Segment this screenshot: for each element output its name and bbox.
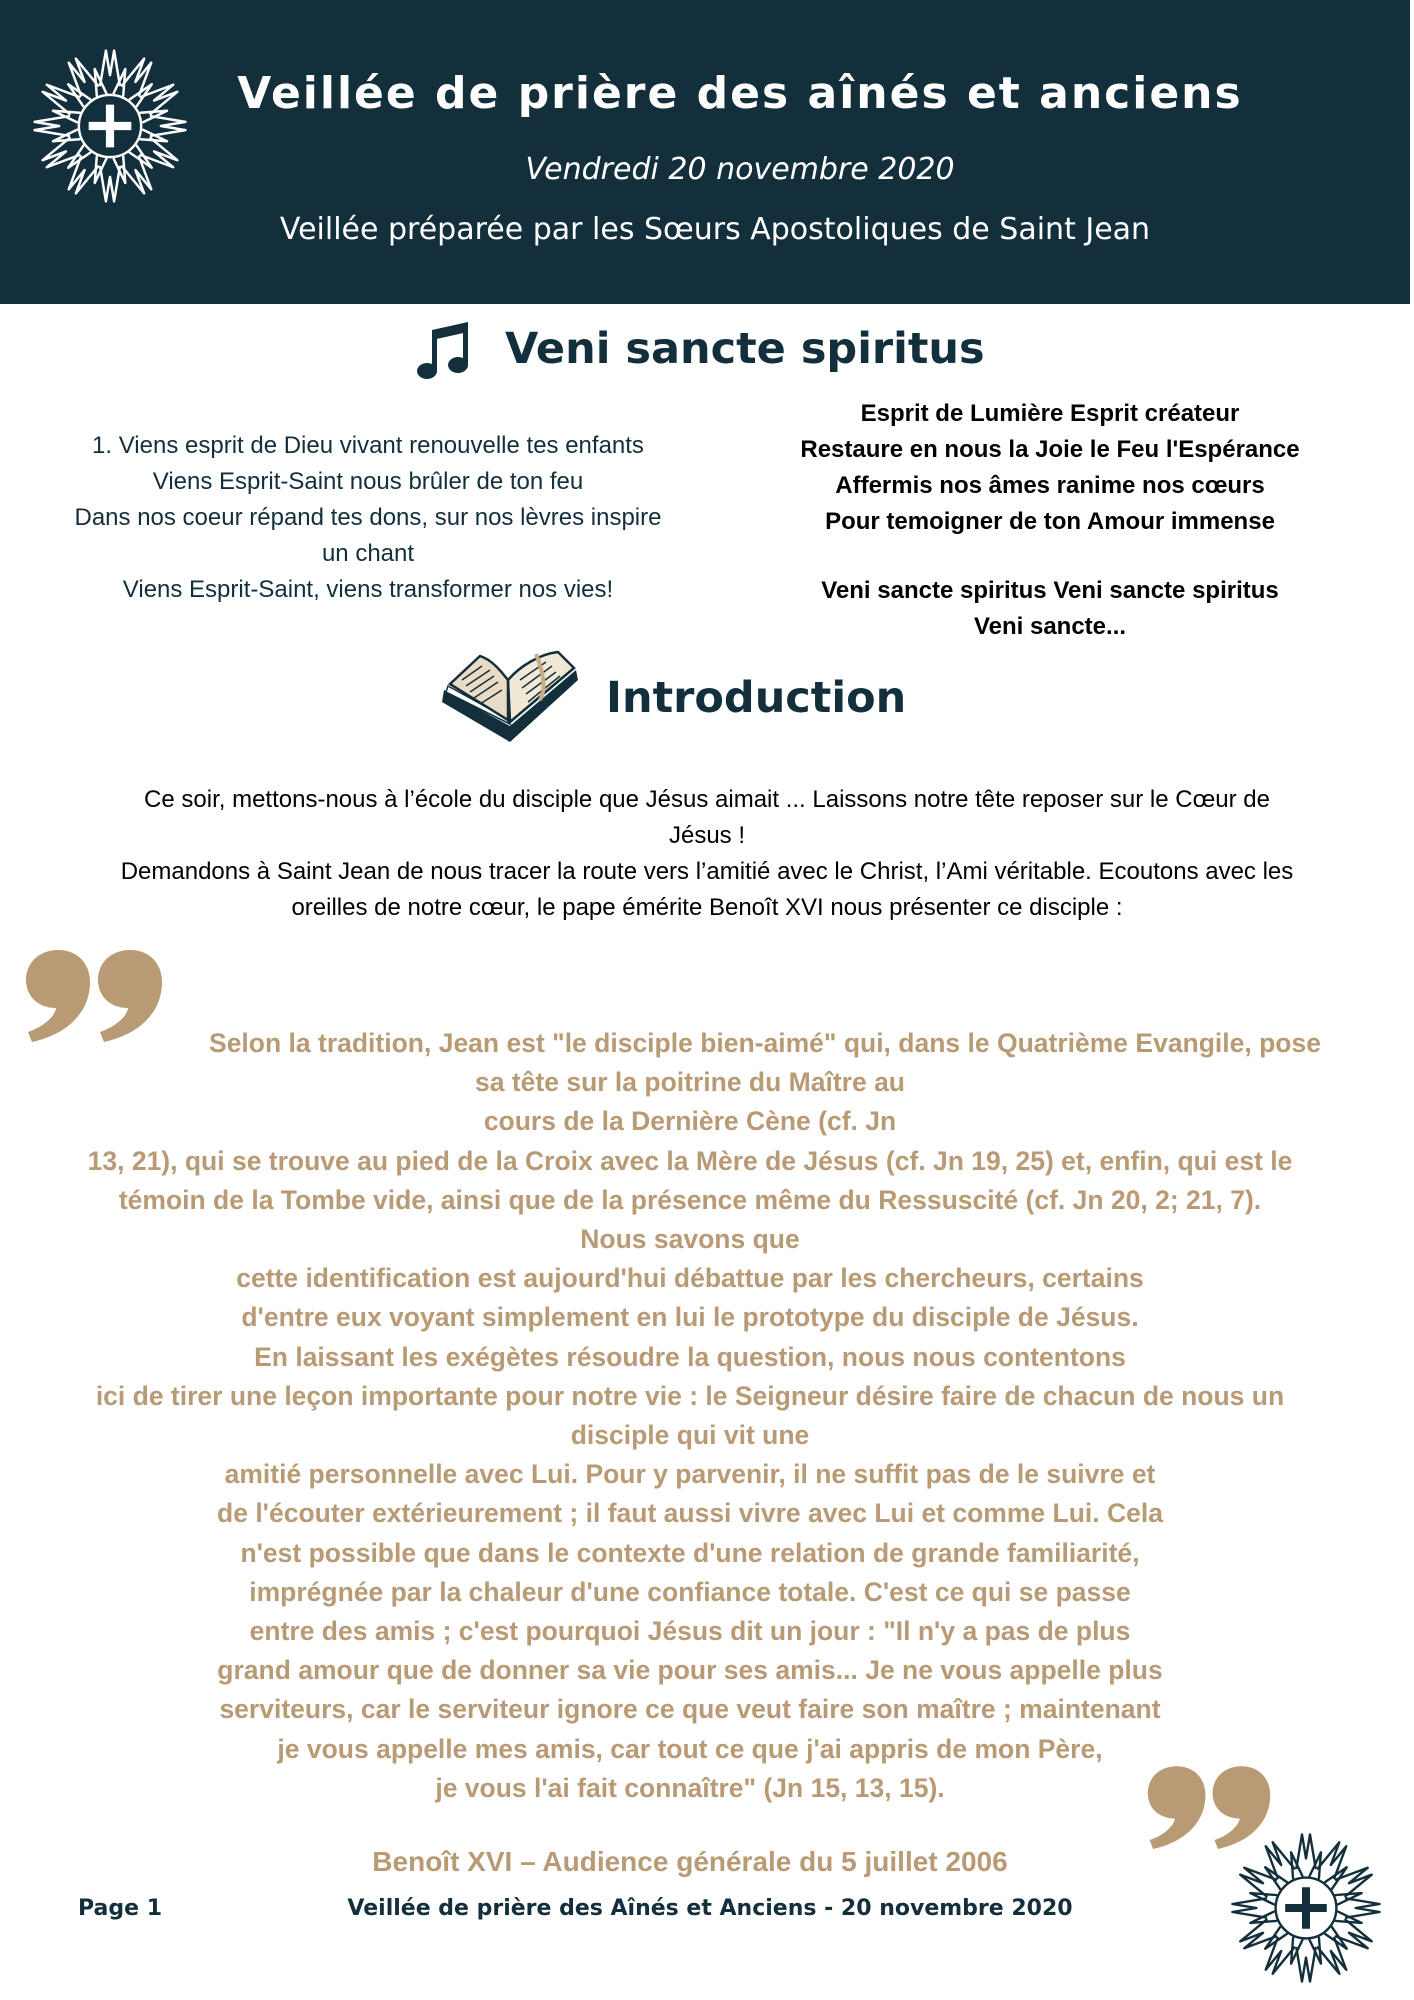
quote-line: En laissant les exégètes résoudre la question, nous nous contentons [254, 1341, 1126, 1372]
quote-line: grand amour que de donner sa vie pour ses amis... Je ne vous appelle plus [217, 1655, 1163, 1686]
refrain-line: Affermis nos âmes ranime nos cœurs [835, 472, 1265, 499]
quote-line: Nous savons que [580, 1224, 800, 1255]
quote-line: ici de tirer une leçon importante pour notre vie : le Seigneur désire faire de chacun de nous un [95, 1380, 1285, 1411]
verse-line: Viens Esprit-Saint, viens transformer nos vies! [122, 576, 614, 603]
chorus-line: Veni sancte spiritus Veni sancte spiritus [821, 577, 1279, 604]
song-verse [38, 428, 698, 608]
quote-line: 13, 21), qui se trouve au pied de la Croix avec la Mère de Jésus (cf. Jn 19, 25) et, enfin, qui est le [87, 1145, 1293, 1176]
quote-line: sa tête sur la poitrine du Maître au [475, 1067, 905, 1098]
event-subtitle: Veillée préparée par les Sœurs Apostoliques de Saint Jean [279, 212, 1151, 247]
page-number: Page 1 [78, 1896, 163, 1921]
quote-line: d'entre eux voyant simplement en lui le prototype du disciple de Jésus. [241, 1302, 1139, 1333]
quote-line: de l'écouter extérieurement ; il faut aussi vivre avec Lui et comme Lui. Cela [217, 1498, 1163, 1529]
quote-line: serviteurs, car le serviteur ignore ce que veut faire son maître ; maintenant [219, 1694, 1161, 1725]
quote-line: cette identification est aujourd'hui débattue par les chercheurs, certains [236, 1263, 1144, 1294]
quote-line: je vous l'ai fait connaître" (Jn 15, 13, 15). [435, 1772, 945, 1803]
footer-title: Veillée de prière des Aînés et Anciens - 20 novembre 2020 [347, 1896, 1073, 1921]
open-book-icon [440, 650, 580, 754]
event-date: Vendredi 20 novembre 2020 [525, 152, 955, 187]
header-banner [0, 0, 1410, 304]
introduction-heading: Introduction [606, 673, 907, 723]
refrain-line: Restaure en nous la Joie le Feu l'Espérance [800, 436, 1300, 463]
song-refrain [740, 396, 1360, 645]
verse-line: Viens Esprit-Saint nous brûler de ton feu [152, 468, 584, 495]
intro-line: Jésus ! [668, 822, 746, 849]
intro-line: oreilles de notre cœur, le pape émérite Benoît XVI nous présenter ce disciple : [291, 894, 1123, 921]
quote-line: je vous appelle mes amis, car tout ce que j'ai appris de mon Père, [277, 1733, 1103, 1764]
music-note-icon [416, 318, 472, 382]
quote-line: imprégnée par la chaleur d'une confiance totale. C'est ce qui se passe [249, 1576, 1131, 1607]
quote-line: cours de la Dernière Cène (cf. Jn [483, 1106, 897, 1137]
sunburst-cross-logo-icon [28, 44, 192, 208]
benedict-quote [30, 1024, 1350, 1808]
quote-line: entre des amis ; c'est pourquoi Jésus dit un jour : "Il n'y a pas de plus [249, 1616, 1131, 1647]
page-title: Veillée de prière des aînés et anciens [237, 68, 1243, 119]
intro-line: Ce soir, mettons-nous à l’école du disciple que Jésus aimait ... Laissons notre tête reposer sur le Cœur de [144, 786, 1270, 813]
quote-attribution: Benoît XVI – Audience générale du 5 juillet 2006 [372, 1846, 1008, 1877]
refrain-line: Esprit de Lumière Esprit créateur [860, 400, 1240, 427]
song-heading: Veni sancte spiritus [505, 324, 985, 374]
verse-line: un chant [321, 540, 415, 567]
chorus-line: Veni sancte... [973, 613, 1127, 640]
quote-line: Selon la tradition, Jean est "le disciple bien-aimé" qui, dans le Quatrième Evangile, pose [209, 1028, 1321, 1058]
intro-line: Demandons à Saint Jean de nous tracer la route vers l’amitié avec le Christ, l’Ami véritable. Ecoutons avec les [120, 858, 1294, 885]
refrain-line: Pour temoigner de ton Amour immense [825, 508, 1275, 535]
introduction-text [40, 782, 1374, 926]
verse-line: Dans nos coeur répand tes dons, sur nos lèvres inspire [74, 504, 662, 531]
quote-line: disciple qui vit une [570, 1420, 810, 1451]
verse-line: 1. Viens esprit de Dieu vivant renouvelle tes enfants [92, 432, 644, 459]
sunburst-cross-logo-icon [1226, 1828, 1386, 1988]
quote-line: n'est possible que dans le contexte d'une relation de grande familiarité, [240, 1537, 1140, 1568]
quote-line: témoin de la Tombe vide, ainsi que de la présence même du Ressuscité (cf. Jn 20, 2; 21, 7). [118, 1184, 1262, 1215]
quote-line: amitié personnelle avec Lui. Pour y parvenir, il ne suffit pas de le suivre et [224, 1459, 1156, 1490]
